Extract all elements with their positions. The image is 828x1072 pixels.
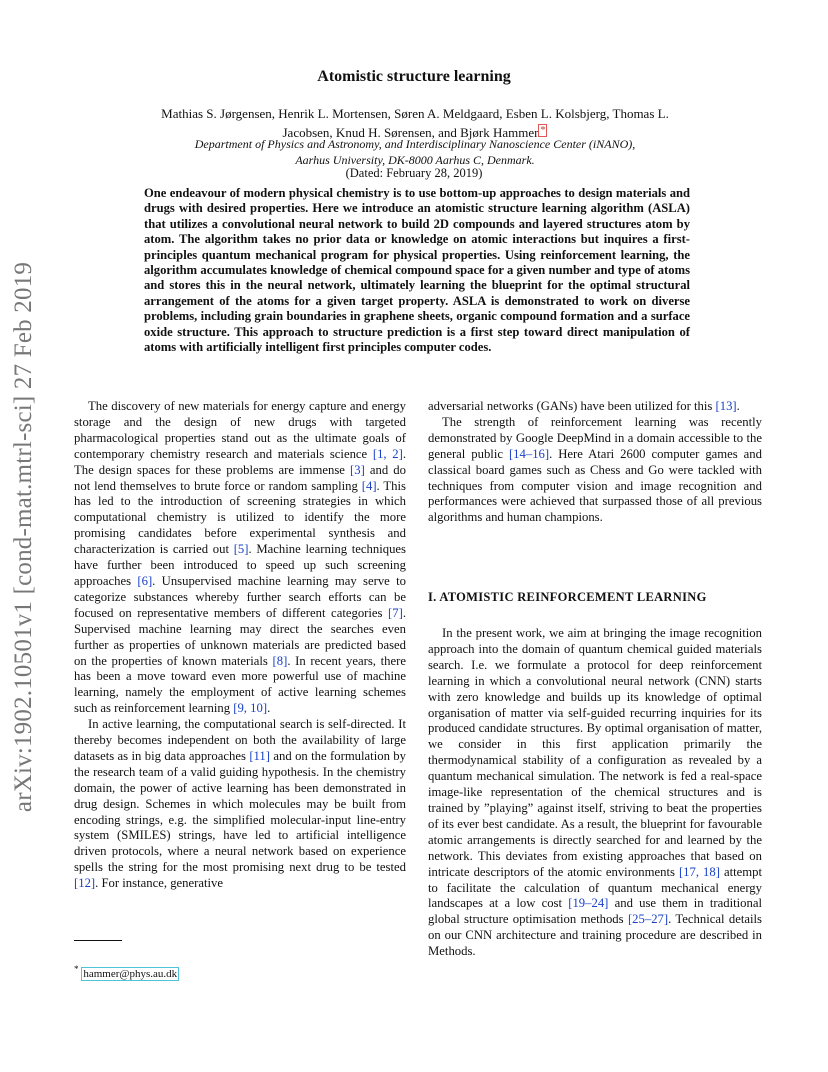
- text-run: . For instance, generative: [95, 876, 224, 891]
- affiliation: [150, 136, 680, 168]
- citation-link[interactable]: [9, 10]: [233, 701, 268, 716]
- citation-link[interactable]: [19–24]: [568, 896, 609, 911]
- text-run: . Unsupervised machine learning may serve to categorize substances whereby further search efforts can be focused on representative members of different categories: [74, 573, 406, 620]
- text-run: attempt to facilitate the calculation of quantum mechanical energy landscapes at a low cost: [428, 864, 763, 911]
- text-run: . The design spaces for these problems are immense: [74, 446, 406, 477]
- arxiv-identifier: arXiv:1902.10501v1 [cond-mat.mtrl-sci] 27 Feb 2019: [10, 261, 37, 813]
- text-run: In active learning, the computational search is self-directed. It thereby becomes independent on both the availability of large datasets as in big data approaches: [74, 717, 406, 763]
- text-run: The strength of reinforcement learning was recently demonstrated by Google DeepMind in a domain accessible to the general public: [428, 414, 762, 461]
- left-column: [74, 399, 406, 892]
- paper-title: Atomistic structure learning: [317, 68, 511, 85]
- date-line: (Dated: February 28, 2019): [345, 166, 483, 180]
- citation-link[interactable]: [1, 2]: [372, 446, 403, 461]
- text-run: The discovery of new materials for energy capture and energy storage and the design of new drugs with targeted pharmacological properties stand out as the ultimate goals of contemporary chemistry research and materials science: [74, 399, 406, 461]
- citation-link[interactable]: [13]: [715, 399, 737, 413]
- footnote-divider: [74, 940, 122, 941]
- citation-link[interactable]: [11]: [249, 748, 270, 763]
- citation-link[interactable]: [12]: [74, 876, 96, 891]
- author-footnote-mark[interactable]: *: [540, 125, 546, 136]
- paragraph: [428, 399, 762, 415]
- paragraph: [428, 415, 762, 526]
- text-run: . Here Atari 2600 computer games and classical board games such as Chess and Go were tackled with techniques from computer vision and image recognition and performances were achieved that surpassed those of all previous algorithms and human champions.: [428, 446, 762, 525]
- email-link[interactable]: hammer@phys.au.dk: [83, 967, 178, 980]
- citation-link[interactable]: [7]: [388, 605, 403, 620]
- right-column-continued: [428, 626, 762, 960]
- text-run: and use them in traditional global structure optimisation methods: [428, 896, 762, 927]
- citation-link[interactable]: [8]: [272, 653, 288, 668]
- text-run: .: [267, 701, 271, 716]
- text-run: .: [736, 399, 740, 413]
- text-run: . Technical details on our CNN architecture and training procedure are described in Methods.: [428, 912, 762, 959]
- affiliation-line-1: Department of Physics and Astronomy, and Interdisciplinary Nanoscience Center (iNANO),: [194, 137, 636, 151]
- section-heading: I. ATOMISTIC REINFORCEMENT LEARNING: [428, 590, 707, 604]
- author-names: Mathias S. Jørgensen, Henrik L. Mortensen, Søren A. Meldgaard, Esben L. Kolsbjerg, Thomas L. Jacobsen, Knud H. Sørensen, and Bjørk Hammer: [161, 106, 669, 140]
- text-run: and do not lend themselves to brute force or random sampling: [74, 462, 406, 493]
- text-run: and on the formulation by the research team of a valid guiding hypothesis. In the chemistry domain, the power of active learning has been demonstrated in drug design. Schemes in which molecules may be built from encoding strings, e.g. the simplified molecular-input line-entry system (SMILES) strings, have led to artificial intelligence driven protocols, where a neural network based on experience spells the string for the most promising next drug to be tested: [74, 748, 406, 875]
- citation-link[interactable]: [14–16]: [508, 446, 550, 461]
- right-column: [428, 399, 762, 526]
- abstract: One endeavour of modern physical chemistry is to use bottom-up approaches to design materials and drugs with desired properties. Here we introduce an atomistic structure learning algorithm (ASLA) that utilizes a convolutional neural network to build 2D compounds and layered structures atom by atom. The algorithm takes no prior data or knowledge on atomic interactions but inquires a first-principles quantum mechanical program for physical properties. Using reinforcement learning, the algorithm accumulates knowledge of chemical compound space for a given number and type of atoms and stores this in the neural network, ultimately learning the blueprint for the optimal structural arrangement of the atoms for a given target property. ASLA is demonstrated to work on diverse problems, including grain boundaries in graphene sheets, organic compound formation and a surface oxide structure. This approach to structure prediction is a first step toward direct manipulation of atoms with artificially intelligent first principles computer codes.: [144, 186, 690, 355]
- citation-link[interactable]: [6]: [137, 573, 153, 588]
- citation-link[interactable]: [5]: [233, 542, 249, 557]
- paragraph: [428, 626, 762, 960]
- paragraph: [74, 399, 406, 717]
- affiliation-line-2: Aarhus University, DK-8000 Aarhus C, Denmark.: [295, 153, 535, 167]
- text-run: adversarial networks (GANs) have been utilized for this: [428, 399, 716, 413]
- citation-link[interactable]: [3]: [350, 462, 365, 477]
- arxiv-sidebar: [4, 232, 44, 842]
- footnote-mark: *: [74, 964, 79, 974]
- citation-link[interactable]: [17, 18]: [678, 864, 720, 879]
- citation-link[interactable]: [4]: [361, 478, 377, 493]
- citation-link[interactable]: [25–27]: [627, 912, 669, 927]
- text-run: In the present work, we aim at bringing the image recognition approach into the domain of quantum chemical guided materials search. I.e. we formulate a protocol for deep reinforcement learning in which a convolutional neural network (CNN) starts with zero knowledge and builds up its knowledge of optimal organisation of matter via self-guided recurring inquiries for its produced candidate structures. By optimal organisation of matter, we consider in this first application primarily the thermodynamical stability of a configuration as revealed by a quantum mechanical simulation. The network is fed a real-space image-like representation of the chemical structures and is trained by ”playing” against itself, striving to beat the properties of its ever best candidate. As a result, the blueprint for favourable atomic arrangements is directly searched for and learned by the network. This deviates from existing approaches that based on intricate descriptors of the atomic environments: [428, 626, 762, 879]
- paragraph: [74, 717, 406, 892]
- text-run: . Supervised machine learning may direct the searches even further as properties of unknown materials are predicted based on the properties of known materials: [74, 605, 406, 668]
- text-run: . In recent years, there has been a move toward even more powerful use of machine learning, namely the employment of active learning schemes such as reinforcement learning: [74, 653, 406, 716]
- footnote: [74, 964, 179, 980]
- text-run: . Machine learning techniques have further been introduced to speed up such screening approaches: [74, 542, 406, 588]
- text-run: . This has led to the introduction of screening strategies in which computational chemistry is utilized to identify the more promising candidates before experimental synthesis and characterization is carried out: [74, 478, 406, 557]
